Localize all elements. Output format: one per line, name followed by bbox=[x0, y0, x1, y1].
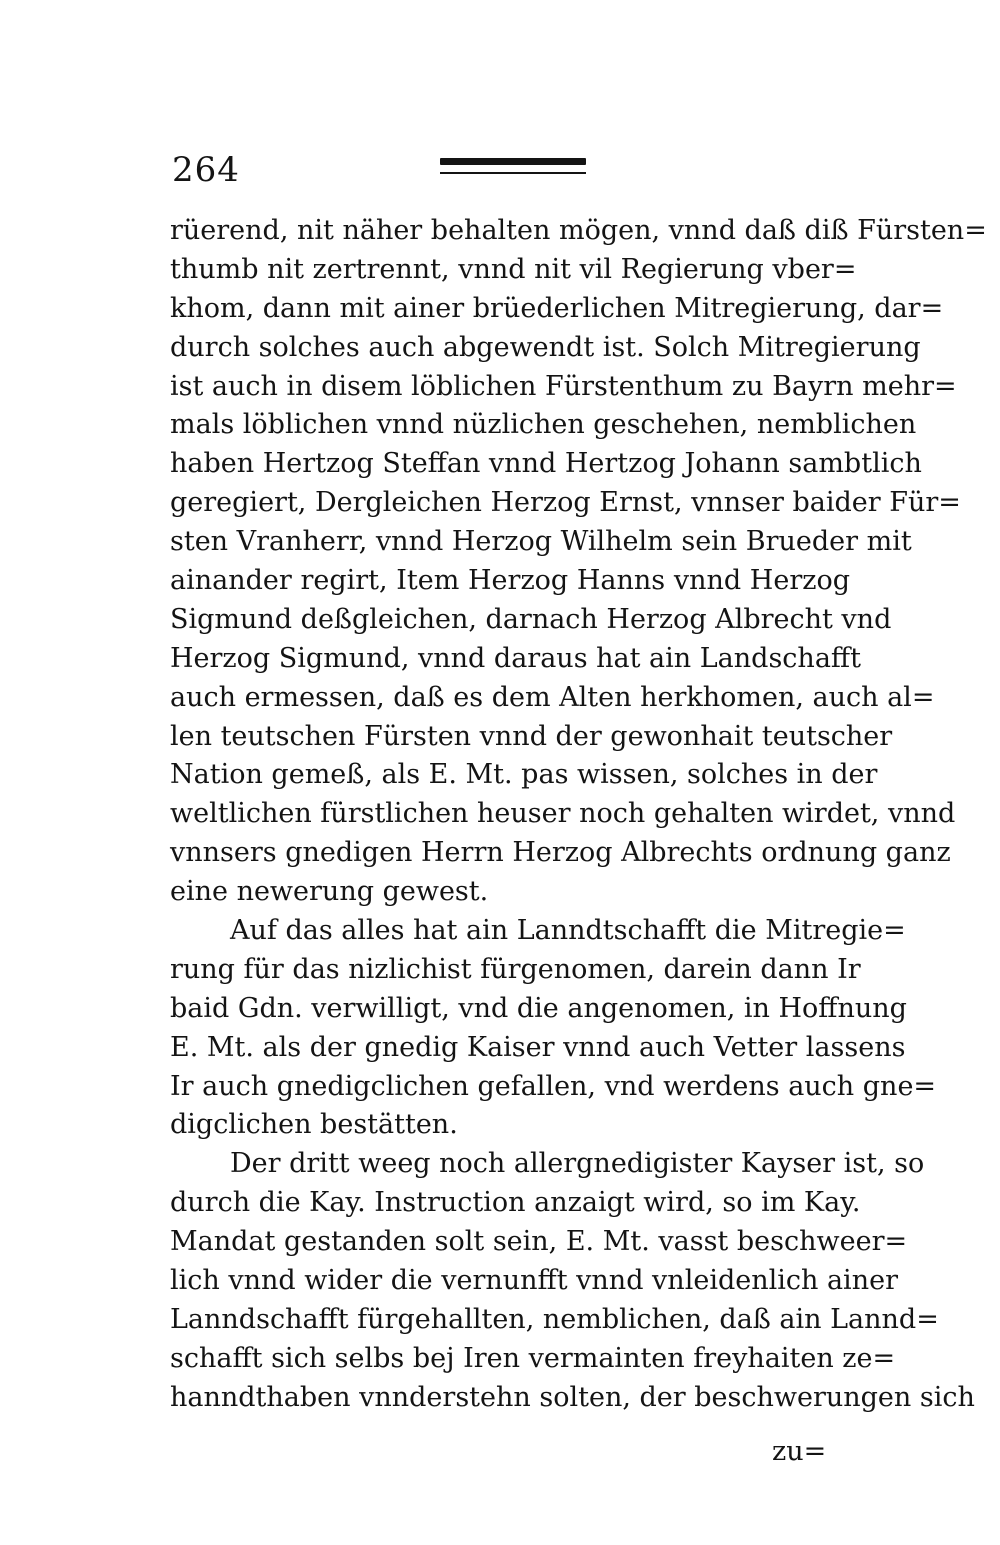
text-line: Lanndschafft fürgehallten, nemblichen, daß ain Lannd= bbox=[170, 1303, 939, 1335]
header-rule-thick bbox=[440, 158, 586, 165]
text-line: Herzog Sigmund, vnnd daraus hat ain Landschafft bbox=[170, 642, 861, 674]
text-line: rung für das nizlichist fürgenomen, darein dann Ir bbox=[170, 953, 861, 985]
text-line: haben Hertzog Steffan vnnd Hertzog Johann sambtlich bbox=[170, 448, 922, 480]
text-line: ainander regirt, Item Herzog Hanns vnnd Herzog bbox=[170, 565, 850, 597]
text-line: schafft sich selbs bej Iren vermainten freyhaiten ze= bbox=[170, 1342, 896, 1374]
text-line: thumb nit zertrennt, vnnd nit vil Regierung vber= bbox=[170, 253, 857, 285]
header-rule bbox=[440, 158, 586, 180]
text-line: Mandat gestanden solt sein, E. Mt. vasst beschweer= bbox=[170, 1226, 908, 1258]
text-line: Sigmund deßgleichen, darnach Herzog Albrecht vnd bbox=[170, 603, 892, 635]
text-line: Auf das alles hat ain Lanndtschafft die Mitregie= bbox=[230, 915, 906, 947]
text-line: ist auch in disem löblichen Fürstenthum zu Bayrn mehr= bbox=[170, 370, 957, 402]
text-line: eine newerung gewest. bbox=[170, 876, 489, 908]
header-rule-thin bbox=[440, 172, 586, 174]
text-line: mals löblichen vnnd nüzlichen geschehen, nemblichen bbox=[170, 409, 917, 441]
body-text bbox=[170, 212, 987, 1418]
text-line: weltlichen fürstlichen heuser noch gehalten wirdet, vnnd bbox=[170, 798, 956, 830]
text-line: Nation gemeß, als E. Mt. pas wissen, solches in der bbox=[170, 759, 878, 791]
catchword: zu= bbox=[772, 1436, 827, 1467]
text-line: durch solches auch abgewendt ist. Solch Mitregierung bbox=[170, 331, 921, 363]
text-line: baid Gdn. verwilligt, vnd die angenomen, in Hoffnung bbox=[170, 992, 907, 1024]
text-line: durch die Kay. Instruction anzaigt wird, so im Kay. bbox=[170, 1187, 861, 1219]
text-line: digclichen bestätten. bbox=[170, 1109, 458, 1141]
text-line: lich vnnd wider die vernunfft vnnd vnleidenlich ainer bbox=[170, 1265, 898, 1297]
text-line: rüerend, nit näher behalten mögen, vnnd daß diß Fürsten= bbox=[170, 215, 987, 246]
text-line: geregiert, Dergleichen Herzog Ernst, vnnser baider Für= bbox=[170, 487, 961, 519]
text-line: khom, dann mit ainer brüederlichen Mitregierung, dar= bbox=[170, 292, 944, 324]
text-line: Der dritt weeg noch allergnedigister Kayser ist, so bbox=[230, 1148, 925, 1180]
text-line: E. Mt. als der gnedig Kaiser vnnd auch Vetter lassens bbox=[170, 1031, 906, 1063]
text-line: auch ermessen, daß es dem Alten herkhomen, auch al= bbox=[170, 681, 935, 713]
text-line: Ir auch gnedigclichen gefallen, vnd werdens auch gne= bbox=[170, 1070, 937, 1102]
page-number: 264 bbox=[172, 150, 240, 190]
text-line: len teutschen Fürsten vnnd der gewonhait teutscher bbox=[170, 720, 893, 752]
text-line: sten Vranherr, vnnd Herzog Wilhelm sein Brueder mit bbox=[170, 526, 912, 558]
text-line: hanndthaben vnnderstehn solten, der beschwerungen sich bbox=[170, 1381, 975, 1413]
text-line: vnnsers gnedigen Herrn Herzog Albrechts ordnung ganz bbox=[170, 837, 951, 869]
